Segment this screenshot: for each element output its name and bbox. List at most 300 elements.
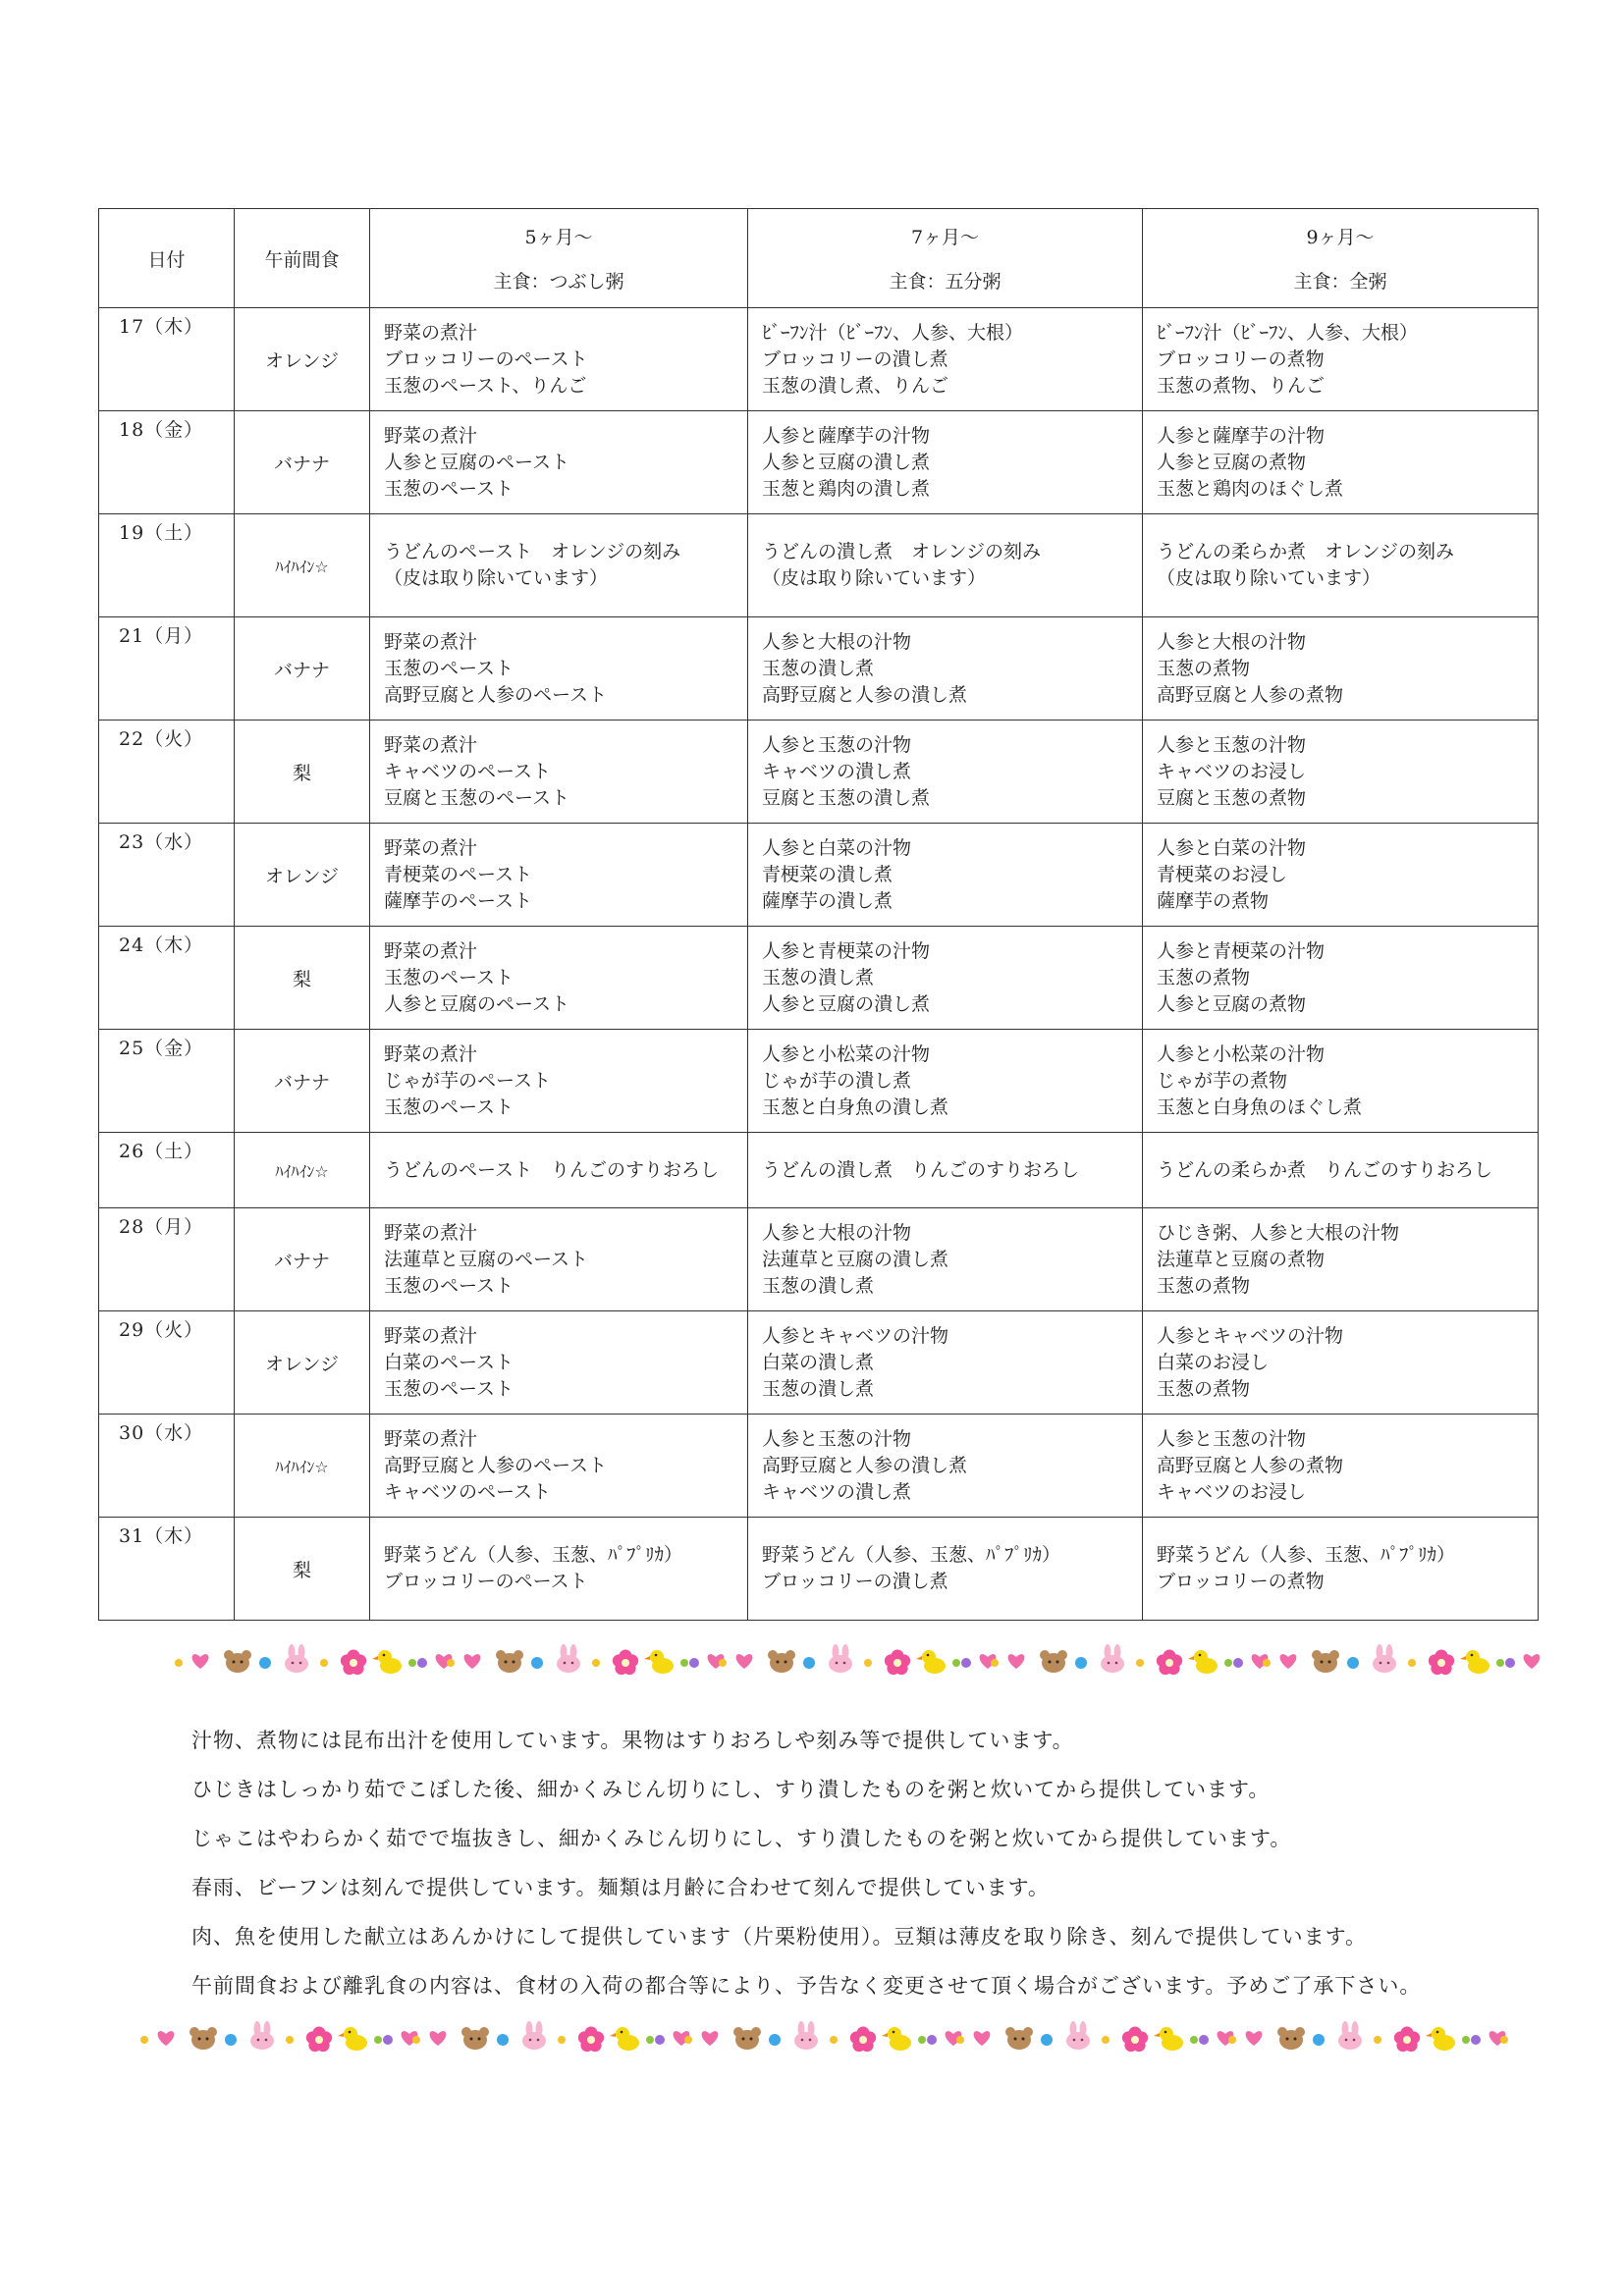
bear-icon (1312, 1650, 1339, 1673)
dish-cell-m9 (1143, 927, 1539, 1030)
menu-row (99, 721, 1539, 824)
dish-cell-m9 (1143, 1311, 1539, 1415)
dish-line: 人参と薩摩芋の汁物 (762, 424, 931, 447)
dish-line: 豆腐と玉葱のペースト (384, 786, 570, 809)
dish-line: （皮は取り除いています） (1157, 567, 1381, 589)
notes (191, 1728, 1566, 2022)
flower-icon (1394, 2027, 1420, 2053)
dish-line: じゃが芋の潰し煮 (762, 1069, 912, 1092)
snack-cell: 梨 (235, 1518, 370, 1621)
dish-line: キャベツの潰し煮 (762, 1480, 912, 1503)
dish-cell-m7 (748, 411, 1143, 514)
dish-cell-m7 (748, 1311, 1143, 1415)
dish-line: 玉葱の潰し煮 (762, 1377, 875, 1400)
dish-cell-m5 (370, 1415, 748, 1518)
note-line: 汁物、煮物には昆布出汁を使用しています。果物はすりおろしや刻み等で提供しています。 (191, 1729, 1074, 1752)
dish-line: 人参と小松菜の汁物 (1157, 1042, 1326, 1065)
dish-line: うどんのペースト オレンジの刻み (384, 541, 681, 562)
dish-line: 人参と大根の汁物 (762, 630, 912, 653)
dish-line: 玉葱のペースト (384, 966, 514, 988)
header-staple-label: 主食：五分粥 (889, 271, 1001, 293)
snack-cell: バナナ (235, 617, 370, 721)
dish-line: 野菜の煮汁 (384, 630, 478, 653)
dish-line: 法蓮草と豆腐の煮物 (1157, 1248, 1326, 1270)
dish-cell-m9 (1143, 617, 1539, 721)
snack-cell: 梨 (235, 927, 370, 1030)
dish-cell-m5 (370, 927, 748, 1030)
dish-cell-m7 (748, 721, 1143, 824)
dish-line: 玉葱の煮物 (1157, 1377, 1251, 1400)
dot-icon (225, 2034, 237, 2046)
dot-icon (961, 1658, 971, 1668)
dish-cell-m7 (748, 1208, 1143, 1311)
header-staple-label: 主食：つぶし粥 (493, 271, 624, 293)
bunny-icon (1373, 1644, 1396, 1673)
dot-icon (1408, 1659, 1416, 1667)
dish-line: ブロッコリーの潰し煮 (762, 347, 948, 370)
date-cell: 26（土） (99, 1133, 235, 1208)
dish-cell-m5 (370, 514, 748, 617)
dish-cell-m7 (748, 927, 1143, 1030)
dish-line: キャベツのお浸し (1157, 760, 1307, 782)
dish-line: 薩摩芋の煮物 (1157, 889, 1270, 912)
bunny-icon (250, 2021, 274, 2050)
snack-cell: ﾊｲﾊｲﾝ☆ (235, 1133, 370, 1208)
duck-icon (644, 1650, 674, 1674)
snack-cell: オレンジ (235, 824, 370, 927)
date-cell: 23（水） (99, 824, 235, 927)
dot-icon (1224, 1659, 1232, 1667)
dish-line: 白菜のペースト (384, 1351, 514, 1373)
flower-icon (1157, 1650, 1182, 1676)
dot-icon (1263, 1659, 1271, 1667)
dish-line: うどんのペースト りんごのすりおろし (384, 1158, 720, 1181)
dish-line: 高野豆腐と人参の潰し煮 (762, 683, 968, 706)
dish-line: 野菜の煮汁 (384, 1324, 478, 1347)
dish-line: 玉葱のペースト (384, 1274, 514, 1297)
bear-icon (733, 2027, 761, 2050)
note-line: 午前間食および離乳食の内容は、食材の入荷の都合等により、予告なく変更させて頂く場合がございます。予めご了承下さい。 (191, 1974, 1422, 1998)
dot-icon (803, 1657, 815, 1669)
dot-icon (1496, 1659, 1504, 1667)
flower-icon (306, 2027, 332, 2053)
dish-line: 人参と青梗菜の汁物 (762, 939, 931, 962)
heart-icon (464, 1654, 481, 1669)
dot-icon (1199, 2035, 1209, 2045)
flower-icon (1122, 2027, 1148, 2053)
dish-line: うどんの柔らか煮 オレンジの刻み (1157, 541, 1455, 562)
dish-line: 薩摩芋のペースト (384, 889, 533, 912)
header-age-label: 7ヶ月～ (910, 227, 980, 248)
dish-line: 野菜の煮汁 (384, 1042, 478, 1065)
dish-line: 高野豆腐と人参の煮物 (1157, 683, 1344, 706)
menu-row (99, 1030, 1539, 1133)
dish-line: 玉葱の潰し煮、りんご (762, 374, 949, 397)
dish-line: 人参と玉葱の汁物 (762, 733, 912, 756)
dish-line: 人参と大根の汁物 (762, 1221, 912, 1244)
duck-icon (372, 1650, 402, 1674)
menu-row (99, 1415, 1539, 1518)
decorative-border-top (0, 1641, 1624, 1681)
menu-row (99, 1133, 1539, 1208)
dot-icon (1190, 2036, 1198, 2044)
dish-line: 玉葱のペースト (384, 657, 514, 679)
heart-icon (974, 2031, 991, 2046)
dish-line: 青梗菜のお浸し (1157, 863, 1288, 885)
dot-icon (864, 1659, 872, 1667)
dish-line: 白菜のお浸し (1157, 1351, 1270, 1373)
dish-line: 玉葱のペースト (384, 477, 514, 500)
dish-cell-m5 (370, 824, 748, 927)
flower-icon (613, 1650, 638, 1676)
date-cell: 31（木） (99, 1518, 235, 1621)
dot-icon (769, 2034, 781, 2046)
dish-cell-m7 (748, 1133, 1143, 1208)
bear-icon (224, 1650, 251, 1673)
dish-line: じゃが芋の煮物 (1157, 1069, 1288, 1092)
date-cell: 25（金） (99, 1030, 235, 1133)
dot-icon (1471, 2035, 1481, 2045)
menu-row (99, 308, 1539, 411)
dish-line: 人参と小松菜の汁物 (762, 1042, 931, 1065)
dot-icon (1233, 1658, 1243, 1668)
dish-line: ﾋﾞｰﾌﾝ汁（ﾋﾞｰﾌﾝ、人参、大根） (1157, 321, 1419, 344)
duck-icon (1188, 1650, 1218, 1674)
dish-line: 玉葱のペースト (384, 1377, 514, 1400)
menu-row (99, 1311, 1539, 1415)
dish-cell-m7 (748, 514, 1143, 617)
menu-table (98, 208, 1539, 1621)
dish-cell-m5 (370, 1030, 748, 1133)
dot-icon (956, 2036, 964, 2044)
heart-icon (192, 1654, 209, 1669)
dish-line: 玉葱と鶏肉のほぐし煮 (1157, 477, 1344, 500)
dish-line: キャベツのペースト (384, 1480, 552, 1503)
dish-line: 玉葱と白身魚のほぐし煮 (1157, 1095, 1363, 1118)
menu-row (99, 824, 1539, 927)
dish-line: キャベツのお浸し (1157, 1480, 1307, 1503)
dish-line: 白菜の潰し煮 (762, 1351, 875, 1373)
dish-cell-m5 (370, 308, 748, 411)
decorative-border-bottom (0, 2018, 1624, 2057)
bunny-icon (557, 1644, 580, 1673)
dot-icon (175, 1659, 183, 1667)
header-5-month (370, 209, 748, 308)
dot-icon (374, 2036, 382, 2044)
heart-icon (1246, 2031, 1263, 2046)
dot-icon (1136, 1659, 1144, 1667)
date-cell: 21（月） (99, 617, 235, 721)
dish-line: 玉葱の煮物、りんご (1157, 374, 1326, 397)
dish-cell-m9 (1143, 308, 1539, 411)
dish-line: 人参と白菜の汁物 (1157, 836, 1307, 859)
dot-icon (592, 1659, 600, 1667)
dish-line: 人参と豆腐の潰し煮 (762, 451, 931, 473)
dot-icon (1500, 2036, 1508, 2044)
menu-row (99, 411, 1539, 514)
dish-line: ブロッコリーの煮物 (1157, 1571, 1325, 1592)
dot-icon (1505, 1658, 1515, 1668)
dish-line: 人参と豆腐の煮物 (1157, 451, 1307, 473)
dish-line: うどんの柔らか煮 りんごのすりおろし (1157, 1158, 1493, 1181)
dot-icon (286, 2036, 294, 2044)
snack-cell: バナナ (235, 1208, 370, 1311)
snack-cell: ﾊｲﾊｲﾝ☆ (235, 1415, 370, 1518)
dot-icon (646, 2036, 654, 2044)
dish-line: 野菜うどん（人参、玉葱、ﾊﾟﾌﾟﾘｶ） (762, 1544, 1061, 1566)
snack-cell: 梨 (235, 721, 370, 824)
duck-icon (610, 2027, 639, 2051)
menu-row (99, 1518, 1539, 1621)
dish-line: 人参と薩摩芋の汁物 (1157, 424, 1326, 447)
dish-cell-m9 (1143, 514, 1539, 617)
dish-cell-m7 (748, 1415, 1143, 1518)
bear-icon (768, 1650, 795, 1673)
dot-icon (1374, 2036, 1381, 2044)
dish-line: 玉葱と鶏肉の潰し煮 (762, 477, 931, 500)
decorative-border-top-graphic (0, 1641, 1624, 1681)
dot-icon (417, 1658, 427, 1668)
bunny-icon (1338, 2021, 1362, 2050)
duck-icon (882, 2027, 911, 2051)
menu-row (99, 1208, 1539, 1311)
bear-icon (1277, 2027, 1305, 2050)
dish-cell-m7 (748, 617, 1143, 721)
duck-icon (1426, 2027, 1455, 2051)
dot-icon (952, 1659, 960, 1667)
dish-line: 玉葱のペースト (384, 1095, 514, 1118)
dish-line: ﾋﾞｰﾌﾝ汁（ﾋﾞｰﾌﾝ、人参、大根） (762, 321, 1024, 344)
dish-line: 野菜の煮汁 (384, 424, 478, 447)
duck-icon (338, 2027, 367, 2051)
dot-icon (531, 1657, 543, 1669)
dish-line: 高野豆腐と人参の潰し煮 (762, 1454, 968, 1476)
dot-icon (320, 1659, 328, 1667)
dish-line: 玉葱の潰し煮 (762, 657, 875, 679)
dot-icon (1313, 2034, 1325, 2046)
dish-line: 野菜の煮汁 (384, 939, 478, 962)
dish-line: 野菜の煮汁 (384, 836, 478, 859)
dish-line: 人参と豆腐のペースト (384, 451, 570, 473)
dish-line: 玉葱の煮物 (1157, 657, 1251, 679)
date-cell: 24（木） (99, 927, 235, 1030)
dish-cell-m9 (1143, 721, 1539, 824)
dish-cell-m5 (370, 617, 748, 721)
dish-line: 野菜の煮汁 (384, 1221, 478, 1244)
dot-icon (927, 2035, 937, 2045)
menu-row (99, 617, 1539, 721)
snack-cell: オレンジ (235, 308, 370, 411)
dish-line: 人参と豆腐の煮物 (1157, 992, 1307, 1015)
header-9-month (1143, 209, 1539, 308)
date-cell: 19（土） (99, 514, 235, 617)
dish-line: 野菜の煮汁 (384, 1427, 478, 1450)
bunny-icon (522, 2021, 546, 2050)
dish-line: 青梗菜のペースト (384, 863, 533, 885)
heart-icon (1524, 1654, 1541, 1669)
dot-icon (1075, 1657, 1087, 1669)
dish-cell-m9 (1143, 1518, 1539, 1621)
dot-icon (918, 2036, 926, 2044)
dish-cell-m5 (370, 1311, 748, 1415)
dish-line: ブロッコリーのペースト (384, 1571, 588, 1592)
dish-line: 玉葱の煮物 (1157, 966, 1251, 988)
dot-icon (412, 2036, 420, 2044)
dish-line: じゃが芋のペースト (384, 1069, 552, 1092)
dish-line: 人参とキャベツの汁物 (1157, 1324, 1344, 1347)
dot-icon (1041, 2034, 1053, 2046)
heart-icon (702, 2031, 719, 2046)
header-row (99, 209, 1539, 308)
dot-icon (689, 1658, 699, 1668)
dish-line: 豆腐と玉葱の潰し煮 (762, 786, 931, 809)
bear-icon (496, 1650, 523, 1673)
dish-line: うどんの潰し煮 オレンジの刻み (762, 541, 1042, 562)
dot-icon (408, 1659, 416, 1667)
flower-icon (850, 2027, 876, 2053)
dish-cell-m5 (370, 1518, 748, 1621)
dish-cell-m7 (748, 824, 1143, 927)
dot-icon (830, 2036, 838, 2044)
dish-line: ブロッコリーのペースト (384, 347, 588, 370)
header-7-month (748, 209, 1143, 308)
heart-icon (736, 1654, 753, 1669)
dish-line: 高野豆腐と人参の煮物 (1157, 1454, 1344, 1476)
dot-icon (1102, 2036, 1110, 2044)
dish-cell-m9 (1143, 1133, 1539, 1208)
dot-icon (1462, 2036, 1470, 2044)
dish-line: ブロッコリーの煮物 (1157, 347, 1325, 370)
dish-line: 人参と青梗菜の汁物 (1157, 939, 1326, 962)
dot-icon (680, 1659, 688, 1667)
dot-icon (684, 2036, 692, 2044)
dish-line: 薩摩芋の潰し煮 (762, 889, 893, 912)
dish-line: （皮は取り除いています） (384, 567, 609, 589)
bear-icon (1005, 2027, 1033, 2050)
dot-icon (558, 2036, 566, 2044)
note-line: 肉、魚を使用した献立はあんかけにして提供しています（片栗粉使用）。豆類は薄皮を取り除き、刻んで提供しています。 (191, 1925, 1367, 1949)
dish-cell-m5 (370, 1133, 748, 1208)
header-date: 日付 (99, 209, 235, 308)
menu-row (99, 514, 1539, 617)
header-staple-label: 主食：全粥 (1293, 271, 1387, 293)
dish-line: ブロッコリーの潰し煮 (762, 1571, 948, 1592)
bunny-icon (1101, 1644, 1124, 1673)
dot-icon (991, 1659, 999, 1667)
dish-line: 人参と豆腐の潰し煮 (762, 992, 931, 1015)
dish-line: 野菜うどん（人参、玉葱、ﾊﾟﾌﾟﾘｶ） (1157, 1544, 1456, 1566)
dot-icon (259, 1657, 271, 1669)
dish-line: 野菜の煮汁 (384, 733, 478, 756)
note-line: じゃこはやわらかく茹でで塩抜きし、細かくみじん切りにし、すり潰したものを粥と炊いてから提供しています。 (191, 1827, 1292, 1850)
dish-cell-m9 (1143, 411, 1539, 514)
dish-line: 野菜うどん（人参、玉葱、ﾊﾟﾌﾟﾘｶ） (384, 1544, 683, 1566)
header-snack: 午前間食 (235, 209, 370, 308)
dish-line: キャベツのペースト (384, 760, 552, 782)
menu-row (99, 927, 1539, 1030)
dot-icon (383, 2035, 393, 2045)
snack-cell: バナナ (235, 1030, 370, 1133)
dish-line: 玉葱と白身魚の潰し煮 (762, 1095, 949, 1118)
dish-line: 玉葱のペースト、りんご (384, 374, 587, 397)
dish-cell-m5 (370, 411, 748, 514)
heart-icon (430, 2031, 447, 2046)
flower-icon (578, 2027, 604, 2053)
dish-line: 人参と豆腐のペースト (384, 992, 570, 1015)
dish-line: 青梗菜の潰し煮 (762, 863, 893, 885)
dish-cell-m9 (1143, 1415, 1539, 1518)
dish-line: 玉葱の潰し煮 (762, 966, 875, 988)
heart-icon (1008, 1654, 1025, 1669)
note-line: ひじきはしっかり茹でこぼした後、細かくみじん切りにし、すり潰したものを粥と炊いてから提供しています。 (191, 1778, 1271, 1801)
heart-icon (1280, 1654, 1297, 1669)
note-line: 春雨、ビーフンは刻んで提供しています。麺類は月齢に合わせて刻んで提供しています。 (191, 1876, 1050, 1899)
flower-icon (341, 1650, 366, 1676)
dish-cell-m7 (748, 1030, 1143, 1133)
dish-line: 人参と玉葱の汁物 (1157, 1427, 1307, 1450)
dish-cell-m9 (1143, 1208, 1539, 1311)
bunny-icon (285, 1644, 308, 1673)
dish-line: 法蓮草と豆腐の潰し煮 (762, 1248, 949, 1270)
heart-icon (158, 2031, 175, 2046)
menu-body (99, 308, 1539, 1621)
dish-line: 人参と大根の汁物 (1157, 630, 1307, 653)
dish-line: キャベツの潰し煮 (762, 760, 912, 782)
dish-cell-m5 (370, 721, 748, 824)
date-cell: 22（火） (99, 721, 235, 824)
flower-icon (885, 1650, 910, 1676)
dish-cell-m9 (1143, 1030, 1539, 1133)
date-cell: 30（水） (99, 1415, 235, 1518)
dish-cell-m7 (748, 1518, 1143, 1621)
duck-icon (1460, 1650, 1489, 1674)
dish-line: 玉葱の潰し煮 (762, 1274, 875, 1297)
duck-icon (916, 1650, 946, 1674)
dot-icon (447, 1659, 455, 1667)
snack-cell: バナナ (235, 411, 370, 514)
duck-icon (1154, 2027, 1183, 2051)
dot-icon (1347, 1657, 1359, 1669)
snack-cell: ﾊｲﾊｲﾝ☆ (235, 514, 370, 617)
dish-line: 法蓮草と豆腐のペースト (384, 1248, 589, 1270)
bear-icon (1040, 1650, 1067, 1673)
dish-line: 人参と白菜の汁物 (762, 836, 912, 859)
dish-line: 人参と玉葱の汁物 (1157, 733, 1307, 756)
dish-cell-m7 (748, 308, 1143, 411)
dish-line: 豆腐と玉葱の煮物 (1157, 786, 1307, 809)
decorative-border-bottom-graphic (0, 2018, 1624, 2057)
dot-icon (719, 1659, 727, 1667)
flower-icon (1429, 1650, 1454, 1676)
dish-line: ひじき粥、人参と大根の汁物 (1157, 1221, 1400, 1244)
date-cell: 29（火） (99, 1311, 235, 1415)
dish-line: 人参と玉葱の汁物 (762, 1427, 912, 1450)
dish-line: 高野豆腐と人参のペースト (384, 1454, 608, 1476)
header-age-label: 9ヶ月～ (1306, 227, 1375, 248)
header-age-label: 5ヶ月～ (524, 227, 593, 248)
bunny-icon (1066, 2021, 1090, 2050)
dish-line: 野菜の煮汁 (384, 321, 478, 344)
dish-cell-m5 (370, 1208, 748, 1311)
dot-icon (1228, 2036, 1236, 2044)
dish-line: 玉葱の煮物 (1157, 1274, 1251, 1297)
bunny-icon (794, 2021, 818, 2050)
dish-line: 高野豆腐と人参のペースト (384, 683, 608, 706)
dish-line: うどんの潰し煮 りんごのすりおろし (762, 1158, 1080, 1181)
dot-icon (655, 2035, 665, 2045)
dish-cell-m9 (1143, 824, 1539, 927)
bunny-icon (829, 1644, 852, 1673)
